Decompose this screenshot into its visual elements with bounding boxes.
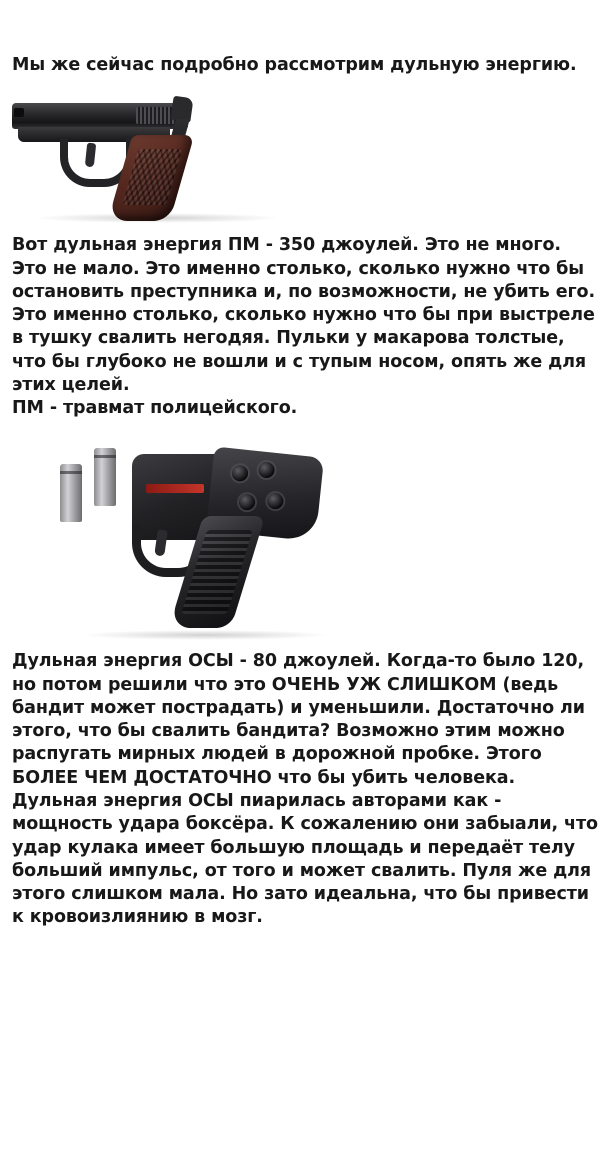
osa-cartridge-2 — [94, 448, 116, 506]
osa-port-1 — [231, 465, 249, 483]
osa-port-2 — [258, 462, 276, 480]
pm-slide — [12, 103, 188, 129]
pm-muzzle — [14, 108, 24, 117]
osa-photo — [0, 438, 610, 638]
pm-pistol-illustration — [12, 91, 232, 221]
pm-paragraph-1: Вот дульная энергия ПМ - 350 джоулей. Это не много. Это не мало. Это именно столько, сколько нужно что бы остановить преступника и, по возможности, не убить его. — [12, 235, 596, 302]
pm-photo — [0, 91, 610, 221]
pm-paragraph-2: Это именно столько, сколько нужно что бы при выстреле в тушку свалить негодяя. Пульки у макарова толстые, что бы глубоко не вошли и с тупым носом, опять же для этих целей. — [12, 305, 595, 395]
pm-description-block — [0, 221, 610, 420]
osa-paragraph-1: Дульная энергия ОСЫ - 80 джоулей. Когда-то было 120, но потом решили что это ОЧЕНЬ УЖ СЛИШКОМ (ведь бандит может пострадать) и уменьшили. Достаточно ли этого, что бы свалить бандита? Возможно этим можно распугать мирных людей в дорожной пробке. Этого БОЛЕЕ ЧЕМ ДОСТАТОЧНО что бы убить человека. Дульная энергия ОСЫ пиарилась авторами как - мощность удара боксёра. К сожалению они забыали, что удар кулака имеет большую площадь и передаёт телу больший импульс, от того и может свалить. Пуля же для этого слишком мала. Но зато идеальна, что бы привести к кровоизлиянию в мозг. — [12, 651, 598, 928]
osa-pistol-illustration — [60, 438, 350, 638]
osa-port-4 — [267, 493, 285, 511]
intro-text-block — [0, 0, 610, 77]
osa-description-block — [0, 638, 610, 929]
osa-red-label — [146, 484, 204, 493]
intro-paragraph: Мы же сейчас подробно рассмотрим дульную энергию. — [12, 55, 577, 75]
osa-port-3 — [238, 494, 256, 512]
osa-shadow — [80, 630, 330, 640]
osa-cartridge-1 — [60, 464, 82, 522]
pm-shadow — [32, 213, 282, 223]
pm-paragraph-3: ПМ - травмат полицейского. — [12, 398, 298, 419]
